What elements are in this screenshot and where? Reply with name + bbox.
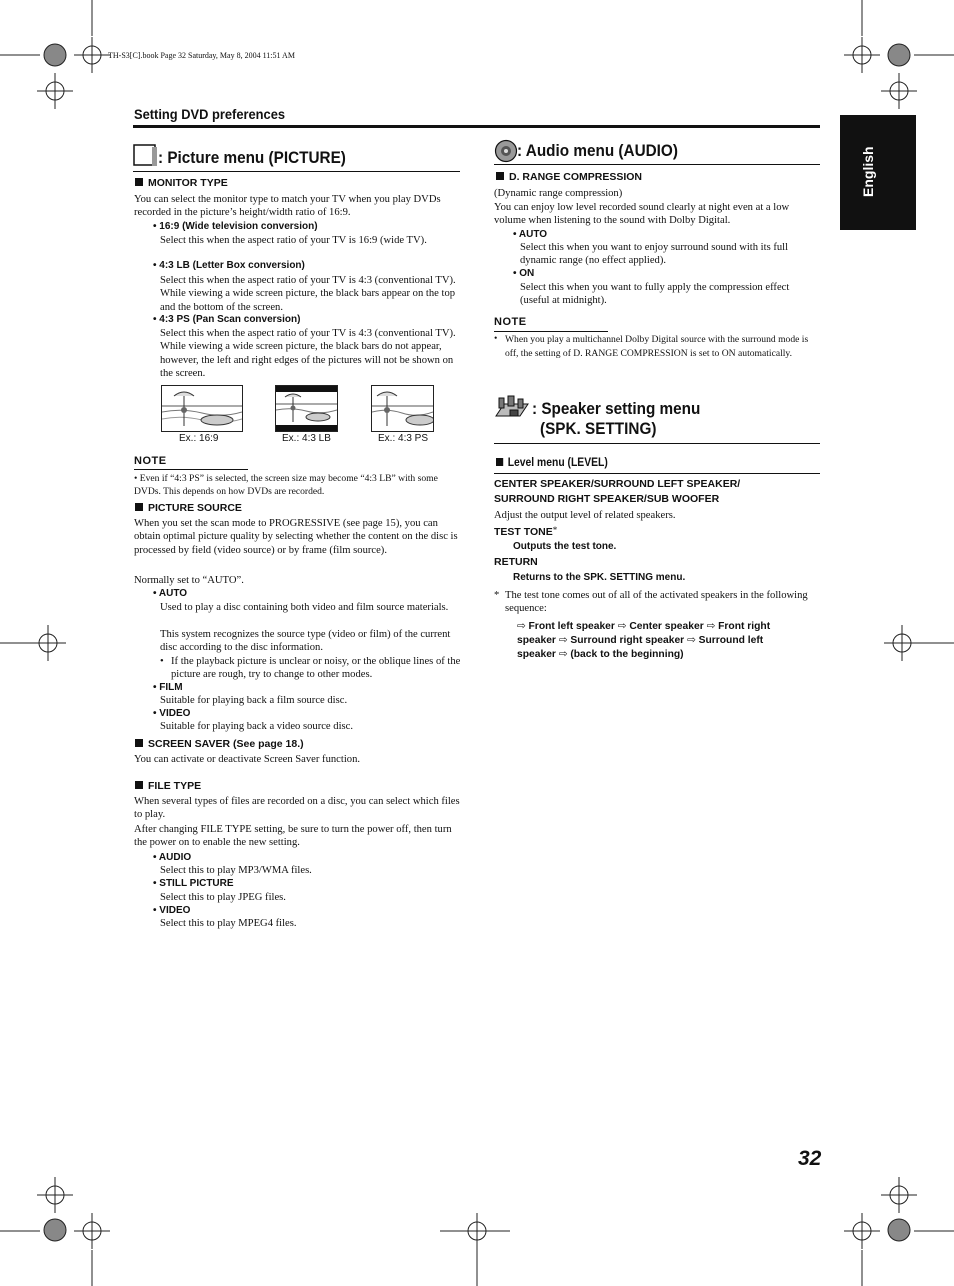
option-text: Select this when the aspect ratio of your TV is 4:3 (conventional TV). While viewing a wide screen picture, the black bars appear on the top and the bottom of the screen. <box>160 275 456 313</box>
picture-source-normal: Normally set to “AUTO”. <box>134 575 244 586</box>
square-bullet-icon <box>135 781 143 789</box>
beach-scene-letterbox-illustration <box>276 386 337 431</box>
d-range-heading: D. RANGE COMPRESSION <box>496 171 642 183</box>
example-caption: Ex.: 16:9 <box>179 433 219 444</box>
picture-source-heading: PICTURE SOURCE <box>135 502 242 514</box>
beach-scene-illustration <box>162 386 242 431</box>
option-bullet-text: If the playback picture is unclear or noisy, or the oblique lines of the picture are rough, try to change to other modes. <box>171 656 461 681</box>
note-rule <box>494 331 608 332</box>
sequence-line: ⇨ Front left speaker ⇨ Center speaker ⇨ Front right <box>517 621 771 632</box>
sequence-line: speaker ⇨ (back to the beginning) <box>517 649 684 660</box>
option-text: Select this when the aspect ratio of your TV is 4:3 (conventional TV). While viewing a wide screen picture, the black bars do not appear, however, the left and right edges of the pictures will not be shown on the screen. <box>160 328 456 380</box>
option-label: • AUTO <box>153 588 188 599</box>
d-range-paren: (Dynamic range compression) <box>494 188 623 199</box>
option-label: • VIDEO <box>153 708 191 719</box>
note-label: NOTE <box>134 455 167 467</box>
speaker-setting-icon <box>494 394 530 420</box>
example-caption: Ex.: 4:3 LB <box>282 433 331 444</box>
example-image-4-3-ps <box>371 385 434 432</box>
example-caption: Ex.: 4:3 PS <box>378 433 429 444</box>
audio-menu-rule <box>494 164 820 165</box>
option-text: Select this when you want to enjoy surround sound with its full dynamic range (no effect applied). <box>520 242 789 267</box>
option-label: • AUDIO <box>153 852 192 863</box>
speakers-adjust: Adjust the output level of related speakers. <box>494 510 676 521</box>
footnote-mark: * <box>494 590 500 601</box>
option-text: Select this to play MP3/WMA files. <box>160 865 312 876</box>
option-text: Used to play a disc containing both video and film source materials. <box>160 602 449 613</box>
file-type-body: When several types of files are recorded on a disc, you can select which files to play. <box>134 796 460 821</box>
option-label: • 4:3 LB (Letter Box conversion) <box>153 260 305 271</box>
square-bullet-icon <box>135 503 143 511</box>
section-title: Setting DVD preferences <box>134 106 286 122</box>
speaker-menu-rule <box>494 443 820 444</box>
note-text: When you play a multichannel Dolby Digital source with the surround mode is off, the setting of D. RANGE COMPRESSION is set to ON automatically. <box>505 334 809 359</box>
option-label: • 16:9 (Wide television conversion) <box>153 221 318 232</box>
speaker-disc-icon <box>494 139 518 163</box>
picture-menu-title: : Picture menu (PICTURE) <box>158 148 346 167</box>
square-bullet-icon <box>135 178 143 186</box>
footnote-text: The test tone comes out of all of the activated speakers in the following sequence: <box>505 590 808 615</box>
option-label: • ON <box>513 268 535 279</box>
level-menu-heading: Level menu (LEVEL) <box>496 457 608 469</box>
picture-menu-rule <box>133 171 460 172</box>
return-label: RETURN <box>494 556 538 568</box>
monitor-type-heading: MONITOR TYPE <box>135 177 228 189</box>
option-text: This system recognizes the source type (video or film) of the current disc according to the disc information. <box>160 629 451 654</box>
level-menu-rule <box>494 473 820 474</box>
option-label: • VIDEO <box>153 905 191 916</box>
screen-saver-body: You can activate or deactivate Screen Saver function. <box>134 754 361 765</box>
file-type-heading: FILE TYPE <box>135 780 201 792</box>
example-image-16-9 <box>161 385 243 432</box>
option-text: Select this to play JPEG files. <box>160 892 286 903</box>
d-range-body: You can enjoy low level recorded sound clearly at night even at a low volume when listening to the sound with Dolby Digital. <box>494 202 790 227</box>
file-info: TH-S3[C].book Page 32 Saturday, May 8, 2004 11:51 AM <box>108 51 295 60</box>
section-rule <box>133 125 820 128</box>
bullet-dot: • <box>160 656 164 667</box>
option-text: Suitable for playing back a video source disc. <box>160 721 353 732</box>
sequence-line: speaker ⇨ Surround right speaker ⇨ Surround left <box>517 635 764 646</box>
tv-screen-icon <box>133 144 159 168</box>
language-tab-label: English <box>860 146 876 197</box>
option-label: • AUTO <box>513 229 548 240</box>
note-text: • Even if “4:3 PS” is selected, the screen size may become “4:3 LB” with some DVDs. This depends on how DVDs are recorded. <box>134 473 438 497</box>
page-number: 32 <box>798 1147 822 1170</box>
speakers-heading-line2: SURROUND RIGHT SPEAKER/SUB WOOFER <box>494 493 720 505</box>
option-label: • FILM <box>153 682 183 693</box>
square-bullet-icon <box>496 172 504 180</box>
screen-saver-heading: SCREEN SAVER (See page 18.) <box>135 738 304 750</box>
test-tone-label: TEST TONE* <box>494 525 558 538</box>
square-bullet-icon <box>496 458 503 466</box>
option-label: • 4:3 PS (Pan Scan conversion) <box>153 314 301 325</box>
file-type-body: After changing FILE TYPE setting, be sure to turn the power off, then turn the power on to enable the new setting. <box>134 824 452 849</box>
option-text: Select this when the aspect ratio of your TV is 16:9 (wide TV). <box>160 235 427 246</box>
option-label: • STILL PICTURE <box>153 878 234 889</box>
speaker-menu-title: : Speaker setting menu <box>532 399 701 418</box>
audio-menu-title: : Audio menu (AUDIO) <box>517 141 678 160</box>
square-bullet-icon <box>135 739 143 747</box>
return-desc: Returns to the SPK. SETTING menu. <box>513 572 686 583</box>
speakers-heading: CENTER SPEAKER/SURROUND LEFT SPEAKER/ <box>494 478 741 490</box>
example-image-4-3-lb <box>275 385 338 432</box>
monitor-type-body: You can select the monitor type to match your TV when you play DVDs recorded in the picture’s height/width ratio of 16:9. <box>134 194 441 219</box>
bullet-dot: • <box>494 333 498 344</box>
picture-source-body: When you set the scan mode to PROGRESSIVE (see page 15), you can obtain optimal picture quality by selecting whether the content on the disc is processed by field (video source) or by frame (film source). <box>134 518 458 556</box>
speaker-menu-title-line2: (SPK. SETTING) <box>540 419 657 438</box>
option-text: Select this when you want to fully apply the compression effect (useful at midnight). <box>520 282 790 307</box>
language-tab <box>840 115 916 230</box>
option-text: Suitable for playing back a film source disc. <box>160 695 348 706</box>
test-tone-desc: Outputs the test tone. <box>513 541 617 552</box>
note-label: NOTE <box>494 316 527 328</box>
option-text: Select this to play MPEG4 files. <box>160 918 297 929</box>
note-rule <box>134 469 248 470</box>
beach-scene-panscan-illustration <box>372 386 433 431</box>
